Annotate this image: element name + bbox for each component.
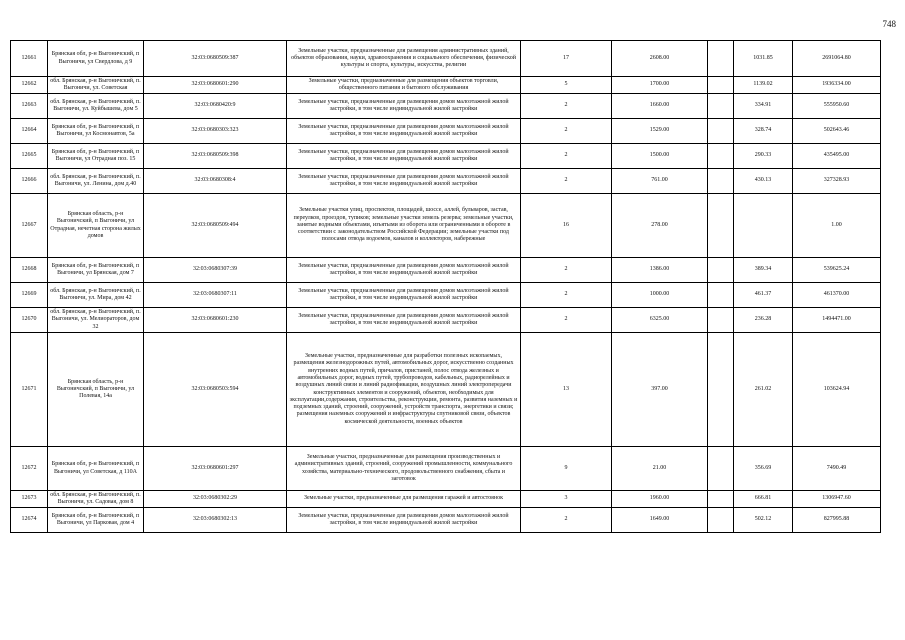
area-value-cell: 1700.00 xyxy=(612,77,708,94)
empty-cell-cell xyxy=(708,508,734,533)
table-row xyxy=(11,308,881,333)
area-value-cell: 1386.00 xyxy=(612,258,708,283)
cadastral-value-cell: 502643.46 xyxy=(793,119,881,144)
cadastral-number-cell: 32:03:0680601:230 xyxy=(144,308,287,333)
specific-cadastral-value-cell: 236.28 xyxy=(734,308,793,333)
group-number-cell: 2 xyxy=(521,258,612,283)
cadastral-number-cell: 32:03:0680307:39 xyxy=(144,258,287,283)
record-id-cell: 12663 xyxy=(11,94,48,119)
cadastral-number-cell: 32:03:0680509:398 xyxy=(144,144,287,169)
address-cell: Брянская обл, р-н Выгоничский, п Выгоничи, ул Отрадная поз. 15 xyxy=(48,144,144,169)
record-id-cell: 12670 xyxy=(11,308,48,333)
specific-cadastral-value-cell: 261.02 xyxy=(734,333,793,447)
record-id-cell: 12665 xyxy=(11,144,48,169)
area-value-cell: 1500.00 xyxy=(612,144,708,169)
specific-cadastral-value-cell: 334.91 xyxy=(734,94,793,119)
table-row xyxy=(11,169,881,194)
area-value-cell: 1000.00 xyxy=(612,283,708,308)
address-cell: Брянская обл, р-н Выгоничский, п Выгоничи, ул Космонавтов, 5а xyxy=(48,119,144,144)
land-use-description-cell: Земельные участки, предназначенные для размещения домов малоэтажной жилой застройки, в том числе индивидуальной жилой застройки xyxy=(287,508,521,533)
address-cell: обл. Брянская, р-н Выгоничский, п. Выгоничи, ул. Советская xyxy=(48,77,144,94)
group-number-cell: 2 xyxy=(521,508,612,533)
cadastral-value-cell: 1936334.00 xyxy=(793,77,881,94)
empty-cell-cell xyxy=(708,258,734,283)
group-number-cell: 2 xyxy=(521,283,612,308)
land-use-description-cell: Земельные участки, предназначенные для размещения производственных и административных зданий, строений, сооружений промышленности, коммунального хозяйства, материально-технического, продовольственного снабжения, сбыта и заготовок xyxy=(287,447,521,491)
address-cell: Брянская обл, р-н Выгоничский, п Выгоничи, ул Парковая, дом 4 xyxy=(48,508,144,533)
empty-cell-cell xyxy=(708,119,734,144)
table-row xyxy=(11,41,881,77)
land-use-description-cell: Земельные участки улиц, проспектов, площадей, шоссе, аллей, бульваров, застав, переулков, проездов, тупиков; земельные участки земель резерва; земельные участки, занятые водными объектами, изъятыми из оборота или ограниченными в обороте в соответствии с законодательством Российской Федерации; земельные участки под полосами отвода водоемов, каналов и коллекторов, набережные xyxy=(287,194,521,258)
area-value-cell: 1660.00 xyxy=(612,94,708,119)
empty-cell-cell xyxy=(708,333,734,447)
specific-cadastral-value-cell: 356.69 xyxy=(734,447,793,491)
land-use-description-cell: Земельные участки, предназначенные для разработки полезных ископаемых, размещения железнодорожных путей, автомобильных дорог, искусственно созданных внутренних водных путей, причалов, пристаней, полос отвода железных и автомобильных дорог, водных путей, трубопроводов, кабельных, радиорелейных и воздушных линий связи и линий радиофикации, воздушных линий электропередачи конструктивных элементов и сооружений, объектов, необходимых для эксплуатации,содержания, строительства, реконструкции, ремонта, развития наземных и подземных зданий, строений, сооружений, устройств транспорта, энергетики и связи; размещения наземных сооружений и инфраструктуры спутниковой связи, объектов космической деятельности, военных объектов xyxy=(287,333,521,447)
address-cell: Брянская обл, р-н Выгоничский, п Выгоничи, ул Свердлова, д 9 xyxy=(48,41,144,77)
empty-cell-cell xyxy=(708,447,734,491)
area-value-cell: 1649.00 xyxy=(612,508,708,533)
group-number-cell: 2 xyxy=(521,169,612,194)
cadastral-number-cell: 32:03:0680503:594 xyxy=(144,333,287,447)
table-row xyxy=(11,144,881,169)
empty-cell-cell xyxy=(708,283,734,308)
area-value-cell: 6325.00 xyxy=(612,308,708,333)
cadastral-value-cell: 1.00 xyxy=(793,194,881,258)
address-cell: Брянская обл, р-н Выгоничский, п Выгоничи, ул Брянская, дом 7 xyxy=(48,258,144,283)
cadastral-value-cell: 555950.60 xyxy=(793,94,881,119)
table-row xyxy=(11,194,881,258)
record-id-cell: 12667 xyxy=(11,194,48,258)
record-id-cell: 12664 xyxy=(11,119,48,144)
address-cell: обл. Брянская, р-н Выгоничский, п. Выгоничи, ул. Куйбышева, дом 5 xyxy=(48,94,144,119)
specific-cadastral-value-cell: 389.34 xyxy=(734,258,793,283)
group-number-cell: 3 xyxy=(521,491,612,508)
specific-cadastral-value-cell: 290.33 xyxy=(734,144,793,169)
group-number-cell: 2 xyxy=(521,94,612,119)
land-use-description-cell: Земельные участки, предназначенные для размещения домов малоэтажной жилой застройки, в том числе индивидуальной жилой застройки xyxy=(287,144,521,169)
cadastral-number-cell: 32:03:0680303:323 xyxy=(144,119,287,144)
record-id-cell: 12668 xyxy=(11,258,48,283)
record-id-cell: 12671 xyxy=(11,333,48,447)
group-number-cell: 2 xyxy=(521,308,612,333)
cadastral-number-cell: 32:03:0680601:290 xyxy=(144,77,287,94)
group-number-cell: 13 xyxy=(521,333,612,447)
cadastral-value-cell: 1494471.00 xyxy=(793,308,881,333)
area-value-cell: 1960.00 xyxy=(612,491,708,508)
specific-cadastral-value-cell: 1139.02 xyxy=(734,77,793,94)
area-value-cell: 761.00 xyxy=(612,169,708,194)
cadastral-number-cell: 32:03:0680420:9 xyxy=(144,94,287,119)
group-number-cell: 2 xyxy=(521,144,612,169)
area-value-cell: 278.00 xyxy=(612,194,708,258)
specific-cadastral-value-cell: 666.81 xyxy=(734,491,793,508)
area-value-cell: 397.00 xyxy=(612,333,708,447)
cadastral-value-cell: 103624.94 xyxy=(793,333,881,447)
table-row xyxy=(11,491,881,508)
record-id-cell: 12666 xyxy=(11,169,48,194)
specific-cadastral-value-cell: 430.13 xyxy=(734,169,793,194)
land-use-description-cell: Земельные участки, предназначенные для размещения объектов торговли, общественного питания и бытового обслуживания xyxy=(287,77,521,94)
empty-cell-cell xyxy=(708,169,734,194)
land-use-description-cell: Земельные участки, предназначенные для размещения гаражей и автостоянок xyxy=(287,491,521,508)
cadastral-number-cell: 32:03:0680307:11 xyxy=(144,283,287,308)
land-use-description-cell: Земельные участки, предназначенные для размещения домов малоэтажной жилой застройки, в том числе индивидуальной жилой застройки xyxy=(287,283,521,308)
record-id-cell: 12673 xyxy=(11,491,48,508)
cadastral-value-cell: 435495.00 xyxy=(793,144,881,169)
cadastral-number-cell: 32:03:0680509:387 xyxy=(144,41,287,77)
address-cell: обл. Брянская, р-н Выгоничский, п. Выгоничи, ул. Ленина, дом д.40 xyxy=(48,169,144,194)
table-row xyxy=(11,447,881,491)
specific-cadastral-value-cell: 502.12 xyxy=(734,508,793,533)
table-row xyxy=(11,508,881,533)
empty-cell-cell xyxy=(708,77,734,94)
empty-cell-cell xyxy=(708,308,734,333)
table-row xyxy=(11,283,881,308)
empty-cell-cell xyxy=(708,94,734,119)
specific-cadastral-value-cell: 1031.85 xyxy=(734,41,793,77)
page-number: 748 xyxy=(882,19,896,29)
cadastral-number-cell: 32:03:0680509:494 xyxy=(144,194,287,258)
land-use-description-cell: Земельные участки, предназначенные для размещения административных зданий, объектов образования, науки, здравоохранения и социального обеспечения, физической культуры и спорта, культуры, искусства, религии xyxy=(287,41,521,77)
address-cell: обл. Брянская, р-н Выгоничский, п. Выгоничи, ул. Мира, дом 42 xyxy=(48,283,144,308)
table-row xyxy=(11,333,881,447)
address-cell: Брянская область, р-н Выгоничский, п Выгоничи, ул Полевая, 14а xyxy=(48,333,144,447)
cadastral-number-cell: 32:03:0680302:29 xyxy=(144,491,287,508)
land-use-description-cell: Земельные участки, предназначенные для размещения домов малоэтажной жилой застройки, в том числе индивидуальной жилой застройки xyxy=(287,258,521,283)
cadastral-value-cell: 1306947.60 xyxy=(793,491,881,508)
table-row xyxy=(11,258,881,283)
empty-cell-cell xyxy=(708,41,734,77)
cadastral-value-cell: 827995.88 xyxy=(793,508,881,533)
group-number-cell: 5 xyxy=(521,77,612,94)
area-value-cell: 1529.00 xyxy=(612,119,708,144)
record-id-cell: 12661 xyxy=(11,41,48,77)
group-number-cell: 9 xyxy=(521,447,612,491)
table-row xyxy=(11,94,881,119)
record-id-cell: 12674 xyxy=(11,508,48,533)
land-use-description-cell: Земельные участки, предназначенные для размещения домов малоэтажной жилой застройки, в том числе индивидуальной жилой застройки xyxy=(287,169,521,194)
specific-cadastral-value-cell xyxy=(734,194,793,258)
cadastral-number-cell: 32:03:0680601:297 xyxy=(144,447,287,491)
specific-cadastral-value-cell: 461.37 xyxy=(734,283,793,308)
cadastral-value-cell: 2691064.80 xyxy=(793,41,881,77)
cadastral-value-cell: 539625.24 xyxy=(793,258,881,283)
cadastral-value-cell: 327328.93 xyxy=(793,169,881,194)
cadastral-value-cell: 7490.49 xyxy=(793,447,881,491)
empty-cell-cell xyxy=(708,491,734,508)
empty-cell-cell xyxy=(708,194,734,258)
area-value-cell: 2608.00 xyxy=(612,41,708,77)
address-cell: обл. Брянская, р-н Выгоничский, п. Выгоничи, ул. Мелиораторов, дом 32 xyxy=(48,308,144,333)
group-number-cell: 16 xyxy=(521,194,612,258)
record-id-cell: 12669 xyxy=(11,283,48,308)
cadastral-number-cell: 32:03:0680302:13 xyxy=(144,508,287,533)
cadastral-register-table xyxy=(10,40,881,533)
specific-cadastral-value-cell: 328.74 xyxy=(734,119,793,144)
address-cell: обл. Брянская, р-н Выгоничский, п. Выгоничи, ул. Садовая, дом 8 xyxy=(48,491,144,508)
cadastral-number-cell: 32:03:0680308:4 xyxy=(144,169,287,194)
group-number-cell: 2 xyxy=(521,119,612,144)
address-cell: Брянская область, р-н Выгоничский, п Выгоничи, ул Отрадная, нечетная сторона жилых домов xyxy=(48,194,144,258)
record-id-cell: 12672 xyxy=(11,447,48,491)
group-number-cell: 17 xyxy=(521,41,612,77)
record-id-cell: 12662 xyxy=(11,77,48,94)
area-value-cell: 21.00 xyxy=(612,447,708,491)
address-cell: Брянская обл, р-н Выгоничский, п Выгоничи, ул Советская, д 110А xyxy=(48,447,144,491)
table-row xyxy=(11,77,881,94)
land-use-description-cell: Земельные участки, предназначенные для размещения домов малоэтажной жилой застройки, в том числе индивидуальной жилой застройки xyxy=(287,119,521,144)
table-body xyxy=(11,41,881,533)
land-use-description-cell: Земельные участки, предназначенные для размещения домов малоэтажной жилой застройки, в том числе индивидуальной жилой застройки xyxy=(287,308,521,333)
table-row xyxy=(11,119,881,144)
cadastral-value-cell: 461370.00 xyxy=(793,283,881,308)
empty-cell-cell xyxy=(708,144,734,169)
land-use-description-cell: Земельные участки, предназначенные для размещения домов малоэтажной жилой застройки, в том числе индивидуальной жилой застройки xyxy=(287,94,521,119)
